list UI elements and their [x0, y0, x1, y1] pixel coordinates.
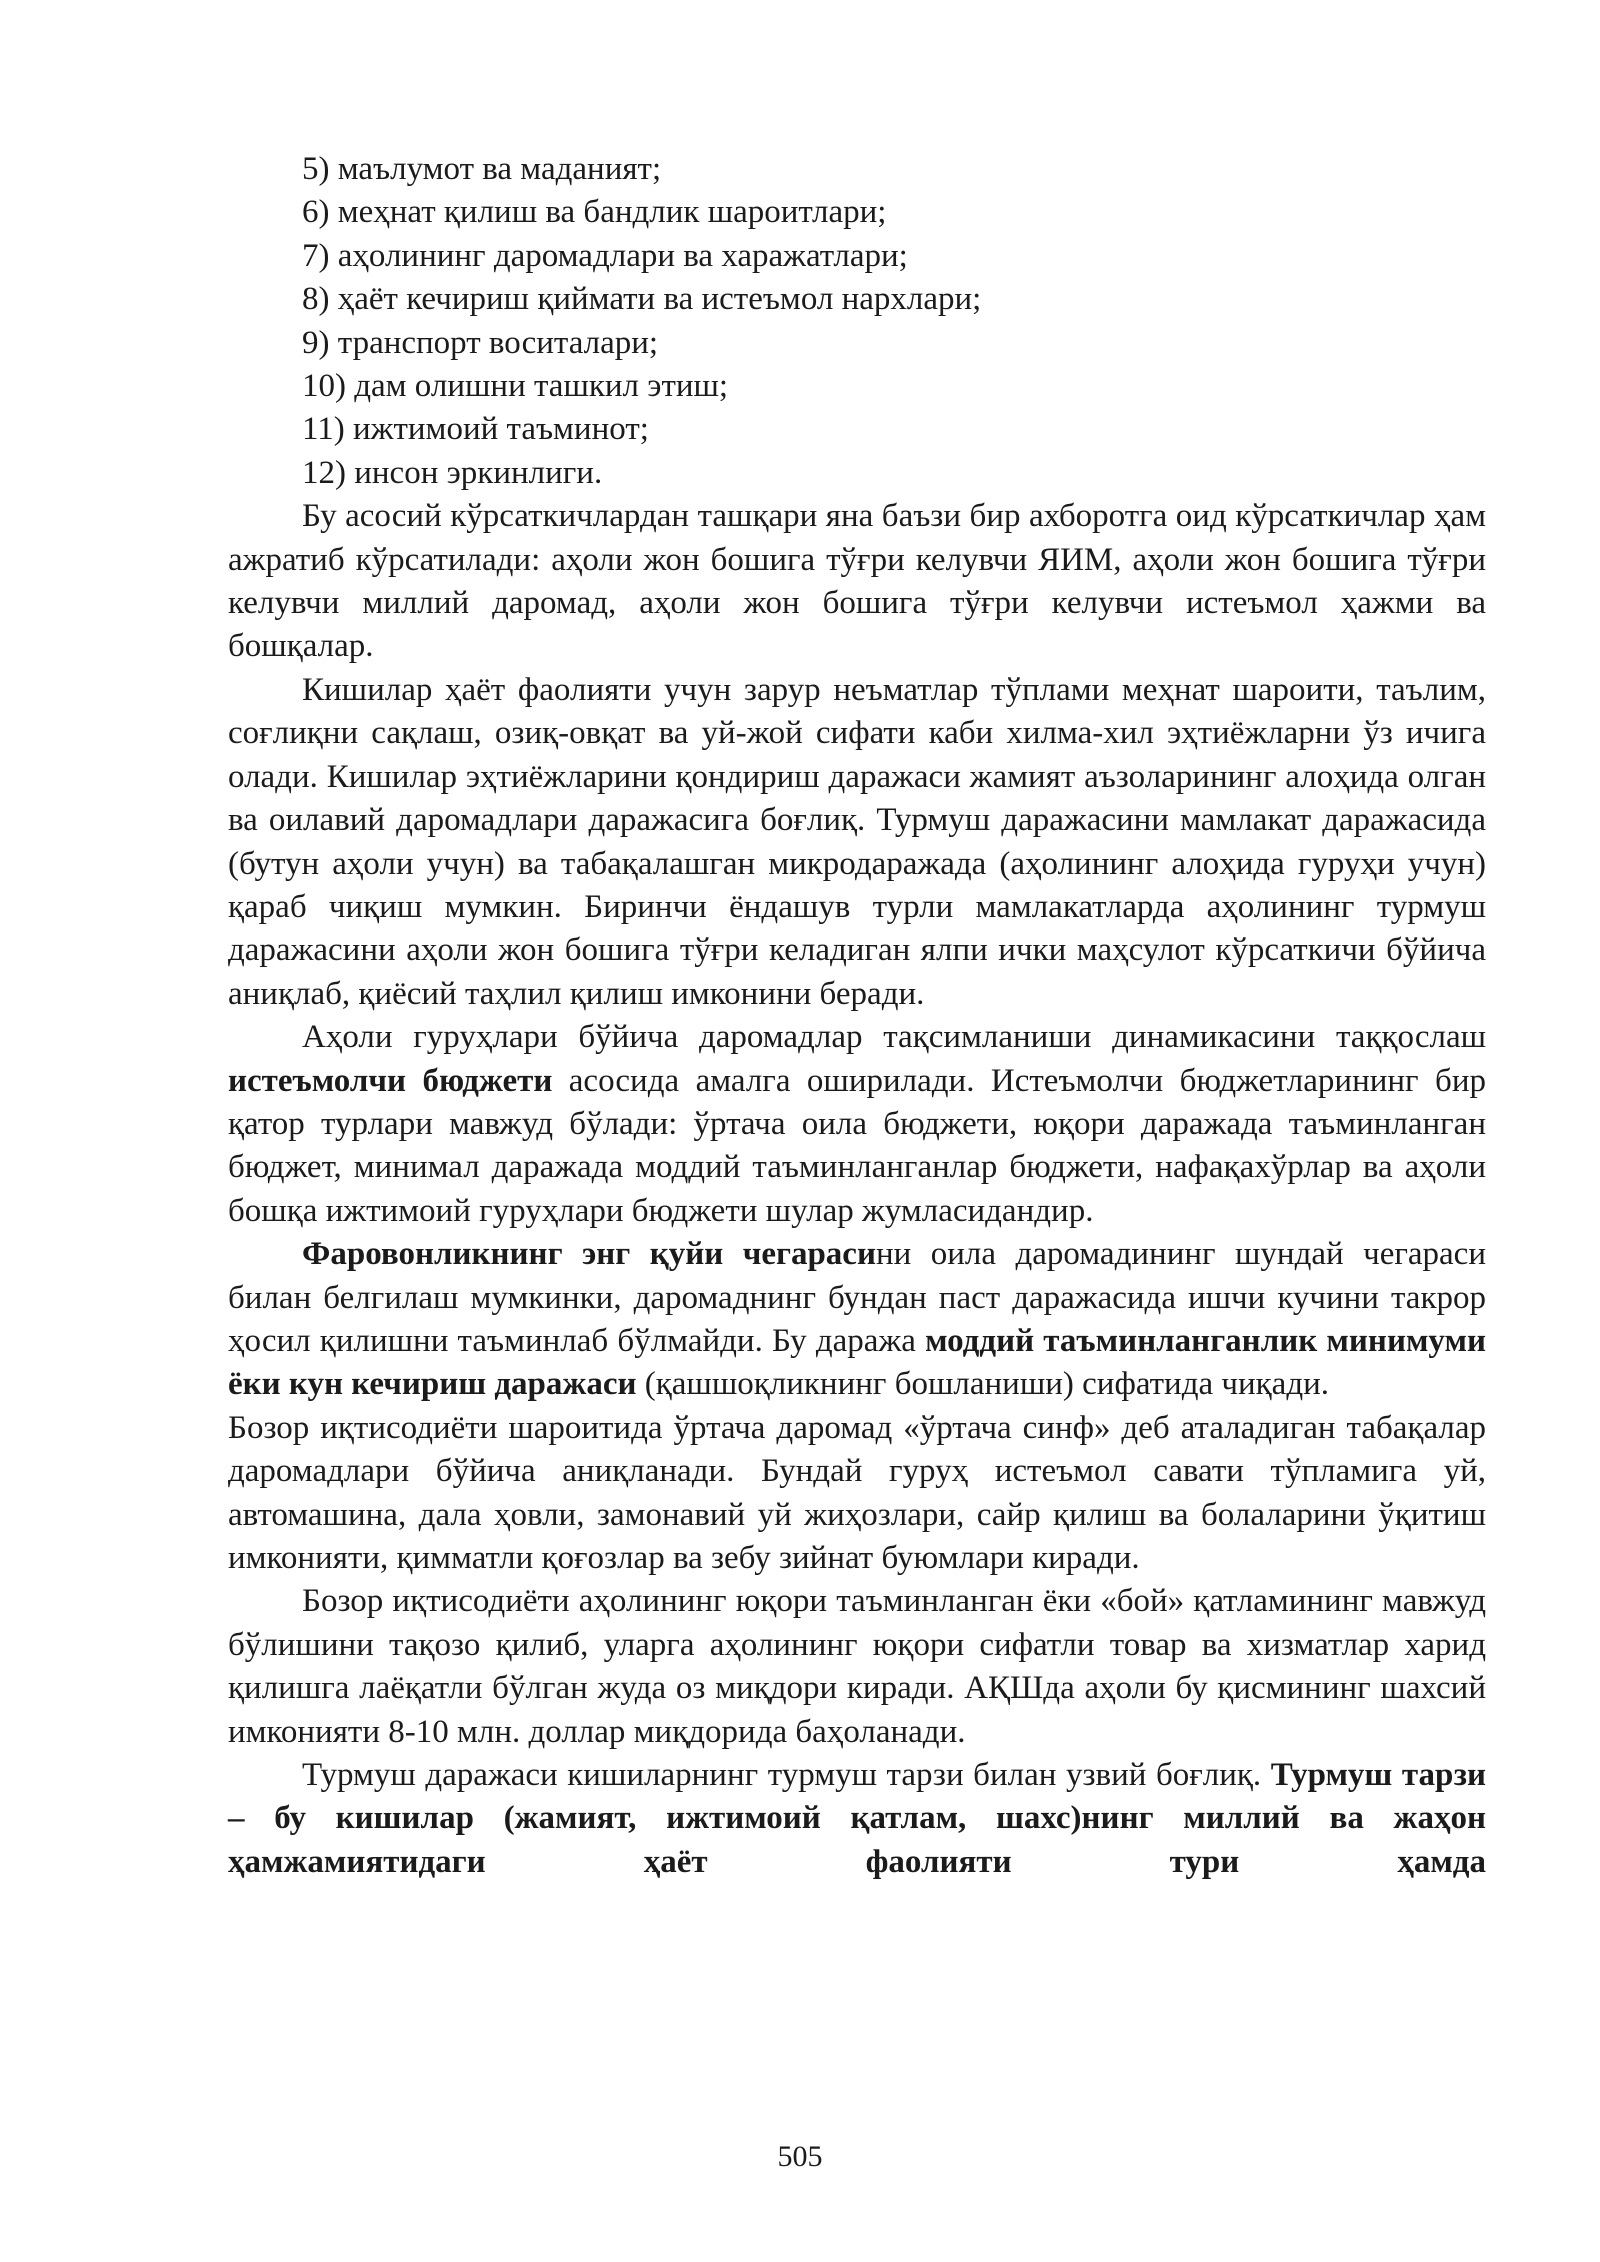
text-run: Аҳоли гуруҳлари бўйича даромадлар тақсимланиши динамикасини таққослаш [302, 1019, 1486, 1056]
bold-term: истеъмолчи бюджети [228, 1062, 553, 1099]
bold-definition: Турмуш тарзи – бу кишилар (жамият, ижтимоий қатлам, шахс)нинг миллий ва жаҳон ҳамжамиятидаги ҳаёт фаолияти тури ҳамда [228, 1757, 1486, 1880]
paragraph-middle-class: Бозор иқтисодиёти шароитида ўртача даромад «ўртача синф» деб аталадиган табақалар даромадлари бўйича аниқланади. Бундай гуруҳ истеъмол савати тўпламига уй, автомашина, дала ҳовли, замонавий уй жиҳозлари, сайр қилиш ва болаларини ўқитиш имконияти, қимматли қоғозлар ва зебу зийнат буюмлари киради. [228, 1409, 1486, 1576]
indicator-list [228, 148, 1486, 495]
list-item: 9) транспорт воситалари; [302, 324, 659, 361]
list-item: 8) ҳаёт кечириш қиймати ва истеъмол нархлари; [302, 281, 982, 318]
paragraph-consumer-budget [228, 1016, 1486, 1233]
paragraph-additional-indicators: Бу асосий кўрсаткичлардан ташқари яна баъзи бир ахборотга оид кўрсаткичлар ҳам ажратиб кўрсатилади: аҳоли жон бошига тўғри келувчи ЯИМ, аҳоли жон бошига тўғри келувчи миллий даромад, аҳоли жон бошига тўғри келувчи истеъмол ҳажми ва бошқалар. [228, 498, 1486, 665]
list-item: 5) маълумот ва маданият; [302, 151, 662, 187]
list-item: 10) дам олишни ташкил этиш; [302, 368, 729, 405]
paragraph-needs: Кишилар ҳаёт фаолияти учун зарур неъматлар тўплами меҳнат шароити, таълим, соғлиқни сақлаш, озиқ-овқат ва уй-жой сифати каби хилма-хил эҳтиёжларни ўз ичига олади. Кишилар эҳтиёжларини қондириш даражаси жамият аъзоларининг алоҳида олган ва оилавий даромадлари даражасига боғлиқ. Турмуш даражасини мамлакат даражасида (бутун аҳоли учун) ва табақалашган микродаражада (аҳолининг алоҳида гуруҳи учун) қараб чиқиш мумкин. Биринчи ёндашув турли мамлакатларда аҳолининг турмуш даражасини аҳоли жон бошига тўғри келадиган ялпи ички маҳсулот кўрсаткичи бўйича аниқлаб, қиёсий таҳлил қилиш имконини беради. [228, 671, 1486, 1012]
paragraph-welfare-threshold [228, 1233, 1486, 1407]
text-run: асосида амалга оширилади. Истеъмолчи бюджетларининг бир қатор турлари мавжуд бўлади: ўртача оила бюджети, юқори даражада таъминланган бюджет, минимал даражада моддий таъминланганлар бюджети, нафақахўрлар ва аҳоли бошқа ижтимоий гуруҳлари бюджети шулар жумласидандир. [228, 1062, 1486, 1229]
text-run: Турмуш даражаси кишиларнинг турмуш тарзи билан узвий боғлиқ. [302, 1757, 1271, 1794]
bold-term: Фаровонликнинг энг қуйи чегараси [302, 1236, 876, 1273]
page-number: 505 [777, 2140, 823, 2173]
bold-term: моддий таъминланганлик минимуми ёки кун кечириш даражаси [228, 1322, 1486, 1403]
document-page [228, 148, 1486, 1884]
list-item: 11) ижтимоий таъминот; [302, 411, 649, 448]
list-item: 12) инсон эркинлиги. [302, 454, 603, 491]
list-item: 7) аҳолининг даромадлари ва харажатлари; [302, 237, 908, 274]
text-run: ни оила даромадининг шундай чегараси билан белгилаш мумкинки, даромаднинг бундан паст даражасида ишчи кучини такрор ҳосил қилишни таъминлаб бўлмайди. Бу даража [228, 1236, 1486, 1359]
text-run: (қашшоқликнинг бошланиши) сифатида чиқади. [636, 1366, 1330, 1403]
paragraph-lifestyle [228, 1754, 1486, 1884]
list-item: 6) меҳнат қилиш ва бандлик шароитлари; [302, 194, 887, 231]
paragraph-rich-layer: Бозор иқтисодиёти аҳолининг юқори таъминланган ёки «бой» қатламининг мавжуд бўлишини тақозо қилиб, уларга аҳолининг юқори сифатли товар ва хизматлар харид қилишга лаёқатли бўлган жуда оз миқдори киради. АҚШда аҳоли бу қисмининг шахсий имконияти 8-10 млн. доллар миқдорида баҳоланади. [228, 1583, 1486, 1750]
